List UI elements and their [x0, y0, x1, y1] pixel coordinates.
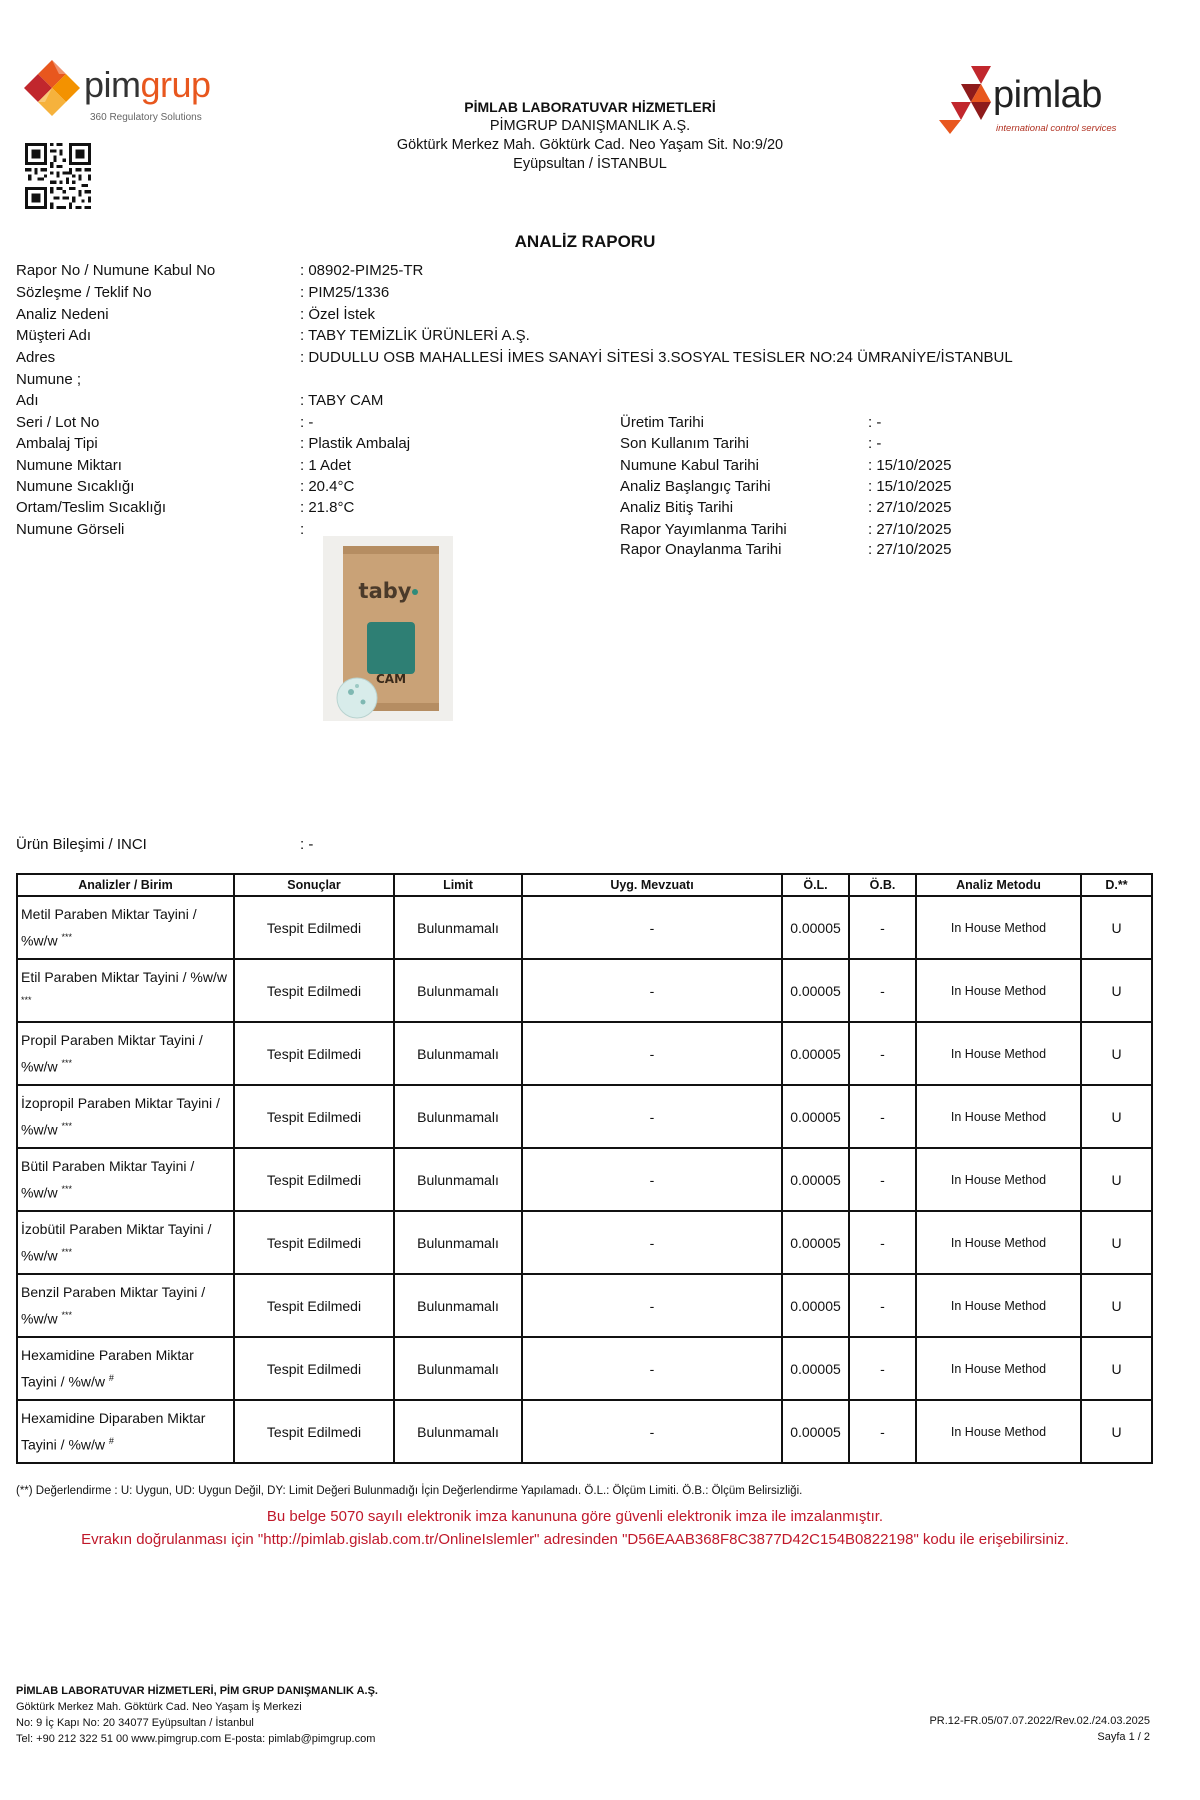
measurement-limit-cell: 0.00005	[782, 1085, 849, 1148]
measurement-limit-cell: 0.00005	[782, 959, 849, 1022]
evaluation-cell: U	[1081, 1022, 1152, 1085]
analysis-results-table	[16, 873, 1153, 1464]
info-value-approval-date: : 27/10/2025	[868, 541, 952, 558]
regulation-cell: -	[522, 896, 782, 959]
method-cell: In House Method	[916, 896, 1081, 959]
info-value-production-date: : -	[868, 414, 882, 431]
table-header-row	[17, 874, 1152, 896]
footer-form-info	[880, 1713, 1150, 1745]
report-title: ANALİZ RAPORU	[514, 232, 656, 251]
analysis-name-cell: İzopropil Paraben Miktar Tayini / %w/w ***	[17, 1085, 234, 1148]
result-cell: Tespit Edilmedi	[234, 896, 394, 959]
laboratory-address-block	[330, 98, 850, 174]
info-value-report-no: : 08902-PIM25-TR	[300, 262, 424, 279]
sample-product-text: CAM	[375, 672, 407, 686]
method-cell: In House Method	[916, 1148, 1081, 1211]
evaluation-cell: U	[1081, 959, 1152, 1022]
result-cell: Tespit Edilmedi	[234, 1085, 394, 1148]
info-label-package-type: Ambalaj Tipi	[16, 435, 98, 452]
info-value-sample-image: :	[300, 521, 305, 538]
electronic-signature-notice: Bu belge 5070 sayılı elektronik imza kanununa göre güvenli elektronik imza ile imzalanmıştır.	[266, 1508, 884, 1525]
info-value-package-type: : Plastik Ambalaj	[300, 435, 411, 452]
info-label-acceptance-date: Numune Kabul Tarihi	[620, 457, 759, 474]
info-label-address: Adres	[16, 349, 56, 366]
info-label-sample-quantity: Numune Miktarı	[16, 457, 122, 474]
analysis-name-cell: Hexamidine Paraben Miktar Tayini / %w/w #	[17, 1337, 234, 1400]
info-label-report-no: Rapor No / Numune Kabul No	[16, 262, 216, 279]
info-label-sample-name: Adı	[16, 392, 39, 409]
method-cell: In House Method	[916, 1274, 1081, 1337]
evaluation-legend-note: (**) Değerlendirme : U: Uygun, UD: Uygun Değil, DY: Limit Değeri Bulunmadığı İçin Değerlendirme Yapılamadı. Ö.L.: Ölçüm Limiti. Ö.B.: Ölçüm Belirsizliği.	[16, 1485, 803, 1497]
measurement-limit-cell: 0.00005	[782, 1211, 849, 1274]
address-city: Eyüpsultan / İSTANBUL	[513, 156, 667, 172]
uncertainty-cell: -	[849, 1148, 916, 1211]
info-value-contract-no: : PIM25/1336	[300, 284, 390, 301]
info-label-approval-date: Rapor Onaylanma Tarihi	[620, 541, 782, 558]
pimlab-wordmark: pimlab	[993, 74, 1102, 116]
table-row	[17, 896, 1152, 959]
info-label-sample-section: Numune ;	[16, 371, 82, 388]
info-label-publish-date: Rapor Yayımlanma Tarihi	[620, 521, 787, 538]
table-row	[17, 1337, 1152, 1400]
info-value-sample-temperature: : 20.4°C	[300, 478, 355, 495]
column-header-analysis: Analizler / Birim	[17, 874, 234, 896]
column-header-evaluation: D.**	[1081, 874, 1152, 896]
evaluation-cell: U	[1081, 896, 1152, 959]
page-number: Sayfa 1 / 2	[1097, 1731, 1150, 1743]
limit-cell: Bulunmamalı	[394, 959, 522, 1022]
column-header-measurement-limit: Ö.L.	[782, 874, 849, 896]
info-label-analysis-reason: Analiz Nedeni	[16, 306, 109, 323]
table-row	[17, 959, 1152, 1022]
limit-cell: Bulunmamalı	[394, 1337, 522, 1400]
regulation-cell: -	[522, 1022, 782, 1085]
measurement-limit-cell: 0.00005	[782, 1274, 849, 1337]
result-cell: Tespit Edilmedi	[234, 1148, 394, 1211]
table-row	[17, 1211, 1152, 1274]
evaluation-cell: U	[1081, 1085, 1152, 1148]
footer-address-line: Göktürk Merkez Mah. Göktürk Cad. Neo Yaşam İş Merkezi	[16, 1701, 302, 1713]
pimgrup-logo	[22, 58, 232, 128]
measurement-limit-cell: 0.00005	[782, 1400, 849, 1463]
result-cell: Tespit Edilmedi	[234, 1400, 394, 1463]
evaluation-cell: U	[1081, 1211, 1152, 1274]
method-cell: In House Method	[916, 1337, 1081, 1400]
info-value-analysis-reason: : Özel İstek	[300, 306, 376, 323]
pimgrup-wordmark: pimgrup	[84, 64, 211, 105]
sample-photo	[323, 536, 453, 721]
pimgrup-logo-mark-icon	[22, 58, 82, 118]
limit-cell: Bulunmamalı	[394, 1211, 522, 1274]
measurement-limit-cell: 0.00005	[782, 1337, 849, 1400]
limit-cell: Bulunmamalı	[394, 1400, 522, 1463]
measurement-limit-cell: 0.00005	[782, 1022, 849, 1085]
info-value-publish-date: : 27/10/2025	[868, 521, 952, 538]
regulation-cell: -	[522, 1148, 782, 1211]
column-header-regulation: Uyg. Mevzuatı	[522, 874, 782, 896]
analysis-name-cell: Metil Paraben Miktar Tayini / %w/w ***	[17, 896, 234, 959]
result-cell: Tespit Edilmedi	[234, 1337, 394, 1400]
measurement-limit-cell: 0.00005	[782, 896, 849, 959]
footer-address-line: No: 9 İç Kapı No: 20 34077 Eyüpsultan / İstanbul	[16, 1717, 254, 1729]
info-value-sample-name: : TABY CAM	[300, 392, 384, 409]
uncertainty-cell: -	[849, 959, 916, 1022]
evaluation-cell: U	[1081, 1337, 1152, 1400]
info-value-expiry-date: : -	[868, 435, 882, 452]
info-value-acceptance-date: : 15/10/2025	[868, 457, 952, 474]
table-row	[17, 1148, 1152, 1211]
info-label-lot-no: Seri / Lot No	[16, 414, 100, 431]
uncertainty-cell: -	[849, 1400, 916, 1463]
info-value-lot-no: : -	[300, 414, 314, 431]
column-header-method: Analiz Metodu	[916, 874, 1081, 896]
limit-cell: Bulunmamalı	[394, 1085, 522, 1148]
method-cell: In House Method	[916, 1400, 1081, 1463]
info-label-expiry-date: Son Kullanım Tarihi	[620, 435, 749, 452]
inci-label: Ürün Bileşimi / INCI	[16, 836, 147, 853]
address-line: Göktürk Merkez Mah. Göktürk Cad. Neo Yaşam Sit. No:9/20	[396, 137, 784, 153]
footer-company-name: PİMLAB LABORATUVAR HİZMETLERİ, PİM GRUP DANIŞMANLIK A.Ş.	[16, 1685, 378, 1697]
inci-value: : -	[300, 836, 314, 853]
laboratory-name: PİMLAB LABORATUVAR HİZMETLERİ	[464, 99, 716, 115]
regulation-cell: -	[522, 1337, 782, 1400]
table-row	[17, 1022, 1152, 1085]
limit-cell: Bulunmamalı	[394, 1022, 522, 1085]
regulation-cell: -	[522, 1274, 782, 1337]
form-code: PR.12-FR.05/07.07.2022/Rev.02./24.03.2025	[929, 1715, 1150, 1727]
evaluation-cell: U	[1081, 1148, 1152, 1211]
info-value-customer: : TABY TEMİZLİK ÜRÜNLERİ A.Ş.	[300, 327, 530, 344]
analysis-name-cell: Etil Paraben Miktar Tayini / %w/w ***	[17, 959, 234, 1022]
regulation-cell: -	[522, 959, 782, 1022]
info-value-analysis-start-date: : 15/10/2025	[868, 478, 952, 495]
evaluation-cell: U	[1081, 1274, 1152, 1337]
column-header-limit: Limit	[394, 874, 522, 896]
verification-notice: Evrakın doğrulanması için "http://pimlab.gislab.com.tr/OnlineIslemler" adresinden "D56EAAB368F8C3877D42C154B0822198" kodu ile erişebilirsiniz.	[81, 1531, 1069, 1548]
info-value-sample-quantity: : 1 Adet	[300, 457, 351, 474]
info-label-sample-temperature: Numune Sıcaklığı	[16, 478, 135, 495]
uncertainty-cell: -	[849, 1022, 916, 1085]
pimlab-tagline: international control services	[996, 123, 1117, 134]
footer-contact-line: Tel: +90 212 322 51 00 www.pimgrup.com E-posta: pimlab@pimgrup.com	[16, 1733, 376, 1745]
column-header-results: Sonuçlar	[234, 874, 394, 896]
analysis-name-cell: Hexamidine Diparaben Miktar Tayini / %w/w #	[17, 1400, 234, 1463]
uncertainty-cell: -	[849, 1274, 916, 1337]
sample-brand-text: taby	[358, 579, 412, 603]
table-row	[17, 1085, 1152, 1148]
evaluation-cell: U	[1081, 1400, 1152, 1463]
info-value-address: : DUDULLU OSB MAHALLESİ İMES SANAYİ SİTESİ 3.SOSYAL TESİSLER NO:24 ÜMRANİYE/İSTANBUL	[300, 349, 1013, 366]
result-cell: Tespit Edilmedi	[234, 1211, 394, 1274]
uncertainty-cell: -	[849, 1085, 916, 1148]
table-row	[17, 1400, 1152, 1463]
analysis-name-cell: Bütil Paraben Miktar Tayini / %w/w ***	[17, 1148, 234, 1211]
uncertainty-cell: -	[849, 1211, 916, 1274]
result-cell: Tespit Edilmedi	[234, 1022, 394, 1085]
measurement-limit-cell: 0.00005	[782, 1148, 849, 1211]
info-label-analysis-end-date: Analiz Bitiş Tarihi	[620, 499, 734, 516]
table-row	[17, 1274, 1152, 1337]
info-value-ambient-temperature: : 21.8°C	[300, 499, 355, 516]
analysis-name-cell: İzobütil Paraben Miktar Tayini / %w/w ***	[17, 1211, 234, 1274]
method-cell: In House Method	[916, 1085, 1081, 1148]
method-cell: In House Method	[916, 1022, 1081, 1085]
footer-address-block	[16, 1683, 378, 1747]
analysis-name-cell: Propil Paraben Miktar Tayini / %w/w ***	[17, 1022, 234, 1085]
limit-cell: Bulunmamalı	[394, 896, 522, 959]
limit-cell: Bulunmamalı	[394, 1148, 522, 1211]
analysis-name-cell: Benzil Paraben Miktar Tayini / %w/w ***	[17, 1274, 234, 1337]
qr-code-icon	[25, 143, 91, 209]
pimlab-logo	[935, 60, 1135, 140]
regulation-cell: -	[522, 1400, 782, 1463]
uncertainty-cell: -	[849, 896, 916, 959]
company-name: PİMGRUP DANIŞMANLIK A.Ş.	[489, 118, 691, 134]
result-cell: Tespit Edilmedi	[234, 959, 394, 1022]
method-cell: In House Method	[916, 1211, 1081, 1274]
info-label-analysis-start-date: Analiz Başlangıç Tarihi	[620, 478, 771, 495]
info-label-production-date: Üretim Tarihi	[620, 414, 704, 431]
limit-cell: Bulunmamalı	[394, 1274, 522, 1337]
result-cell: Tespit Edilmedi	[234, 1274, 394, 1337]
pimlab-logo-mark-icon	[935, 64, 995, 134]
regulation-cell: -	[522, 1211, 782, 1274]
method-cell: In House Method	[916, 959, 1081, 1022]
column-header-uncertainty: Ö.B.	[849, 874, 916, 896]
info-label-ambient-temperature: Ortam/Teslim Sıcaklığı	[16, 499, 167, 516]
info-label-contract-no: Sözleşme / Teklif No	[16, 284, 152, 301]
info-label-customer: Müşteri Adı	[16, 327, 92, 344]
regulation-cell: -	[522, 1085, 782, 1148]
uncertainty-cell: -	[849, 1337, 916, 1400]
pimgrup-tagline: 360 Regulatory Solutions	[90, 112, 202, 123]
info-label-sample-image: Numune Görseli	[16, 521, 125, 538]
info-value-analysis-end-date: : 27/10/2025	[868, 499, 952, 516]
